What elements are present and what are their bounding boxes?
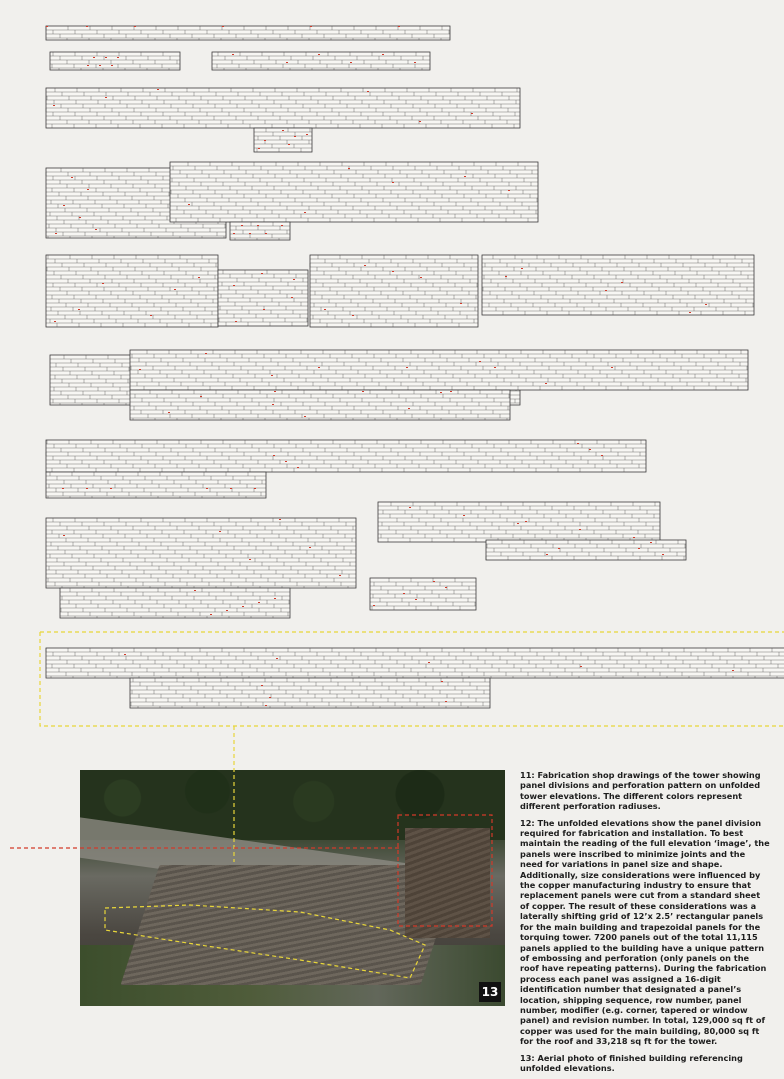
perforation-marker bbox=[233, 233, 235, 234]
elevation-strip bbox=[60, 588, 290, 618]
perforation-marker bbox=[589, 449, 591, 450]
perforation-marker bbox=[157, 89, 159, 90]
perforation-marker bbox=[188, 204, 190, 205]
elevation-strip bbox=[370, 578, 476, 610]
perforation-marker bbox=[611, 367, 613, 368]
perforation-marker bbox=[309, 547, 311, 548]
perforation-marker bbox=[382, 54, 384, 55]
elevation-strip bbox=[378, 502, 660, 542]
perforation-marker bbox=[55, 233, 57, 234]
perforation-marker bbox=[373, 605, 375, 606]
perforation-marker bbox=[249, 559, 251, 560]
perforation-marker bbox=[433, 581, 435, 582]
elevation-strip bbox=[218, 270, 308, 326]
perforation-marker bbox=[350, 62, 352, 63]
perforation-marker bbox=[261, 273, 263, 274]
perforation-marker bbox=[281, 225, 283, 226]
perforation-marker bbox=[392, 182, 394, 183]
perforation-marker bbox=[249, 233, 251, 234]
perforation-marker bbox=[508, 190, 510, 191]
perforation-marker bbox=[205, 353, 207, 354]
perforation-marker bbox=[272, 404, 274, 405]
perforation-marker bbox=[139, 369, 141, 370]
perforation-marker bbox=[521, 268, 523, 269]
perforation-marker bbox=[86, 26, 88, 27]
perforation-marker bbox=[546, 554, 548, 555]
perforation-marker bbox=[282, 130, 284, 131]
caption-block bbox=[520, 770, 770, 1079]
perforation-marker bbox=[93, 57, 95, 58]
perforation-marker bbox=[450, 391, 452, 392]
perforation-marker bbox=[110, 488, 112, 489]
perforation-marker bbox=[78, 309, 80, 310]
perforation-marker bbox=[99, 65, 101, 66]
perforation-marker bbox=[291, 297, 293, 298]
elevation-strip bbox=[46, 440, 646, 472]
perforation-marker bbox=[124, 654, 126, 655]
perforation-marker bbox=[633, 537, 635, 538]
perforation-marker bbox=[265, 705, 267, 706]
perforation-marker bbox=[87, 189, 89, 190]
perforation-marker bbox=[198, 277, 200, 278]
perforation-marker bbox=[63, 535, 65, 536]
perforation-marker bbox=[398, 26, 400, 27]
perforation-marker bbox=[471, 113, 473, 114]
perforation-marker bbox=[242, 606, 244, 607]
perforation-marker bbox=[689, 312, 691, 313]
perforation-marker bbox=[288, 144, 290, 145]
perforation-marker bbox=[517, 523, 519, 524]
elevation-strip bbox=[50, 52, 180, 70]
perforation-marker bbox=[200, 396, 202, 397]
perforation-marker bbox=[230, 488, 232, 489]
perforation-marker bbox=[580, 666, 582, 667]
caption-12: 12: The unfolded elevations show the panel division required for fabrication and installation. To best maintain the reading of the full elevation ‘image’, the panels were inscribed to minimize joints and the need for variations in panel size and shape. Additionally, size considerations were influenced by the copper manufacturing industry to ensure that replacement panels were cut from a standard sheet of copper. The result of these considerations was a laterally shifting grid of 12’x 2.5’ rectangular panels for the main building and trapezoidal panels for the torquing tower. 7200 panels out of the total 11,115 panels applied to the building have a unique pattern of embossing and perforation (only panels on the roof have repeating patterns). During the fabrication process each panel was assigned a 16-digit identification number that designated a panel’s location, shipping sequence, row number, panel number, modifier (e.g. corner, tapered or window panel) and revision number. In total, 129,000 sq ft of copper was used for the main building, 80,000 sq ft for the roof and 33,218 sq ft for the tower. bbox=[520, 817, 770, 1047]
perforation-marker bbox=[403, 593, 405, 594]
elevation-strip bbox=[486, 540, 686, 560]
perforation-marker bbox=[605, 290, 607, 291]
perforation-marker bbox=[732, 670, 734, 671]
elevation-strip bbox=[212, 52, 430, 70]
perforation-marker bbox=[445, 587, 447, 588]
perforation-marker bbox=[479, 361, 481, 362]
perforation-marker bbox=[579, 529, 581, 530]
perforation-marker bbox=[79, 217, 81, 218]
elevation-strip bbox=[482, 255, 754, 315]
perforation-marker bbox=[420, 277, 422, 278]
figure-number-badge: 13 bbox=[479, 982, 501, 1002]
perforation-marker bbox=[54, 321, 56, 322]
perforation-marker bbox=[445, 701, 447, 702]
perforation-marker bbox=[294, 136, 296, 137]
perforation-marker bbox=[362, 391, 364, 392]
perforation-marker bbox=[271, 375, 273, 376]
perforation-marker bbox=[279, 519, 281, 520]
perforation-marker bbox=[254, 488, 256, 489]
perforation-marker bbox=[265, 233, 267, 234]
perforation-marker bbox=[111, 65, 113, 66]
perforation-marker bbox=[46, 26, 48, 27]
perforation-marker bbox=[441, 681, 443, 682]
perforation-marker bbox=[392, 271, 394, 272]
perforation-marker bbox=[226, 610, 228, 611]
perforation-marker bbox=[222, 26, 224, 27]
perforation-marker bbox=[297, 467, 299, 468]
perforation-marker bbox=[232, 54, 234, 55]
photo-tower bbox=[405, 828, 490, 938]
perforation-marker bbox=[494, 367, 496, 368]
perforation-marker bbox=[415, 599, 417, 600]
perforation-marker bbox=[304, 416, 306, 417]
perforation-marker bbox=[352, 315, 354, 316]
perforation-marker bbox=[367, 91, 369, 92]
perforation-marker bbox=[440, 392, 442, 393]
perforation-marker bbox=[263, 309, 265, 310]
perforation-marker bbox=[276, 658, 278, 659]
elevation-strip bbox=[46, 472, 266, 498]
perforation-marker bbox=[318, 367, 320, 368]
aerial-photo bbox=[80, 770, 505, 1006]
perforation-marker bbox=[293, 279, 295, 280]
elevation-strip bbox=[130, 350, 748, 390]
perforation-marker bbox=[71, 177, 73, 178]
perforation-marker bbox=[95, 229, 97, 230]
perforation-marker bbox=[318, 54, 320, 55]
perforation-marker bbox=[219, 531, 221, 532]
perforation-marker bbox=[194, 590, 196, 591]
perforation-marker bbox=[324, 309, 326, 310]
perforation-marker bbox=[705, 304, 707, 305]
perforation-marker bbox=[460, 303, 462, 304]
perforation-marker bbox=[235, 321, 237, 322]
perforation-marker bbox=[258, 148, 260, 149]
perforation-marker bbox=[545, 383, 547, 384]
perforation-marker bbox=[117, 57, 119, 58]
perforation-marker bbox=[274, 391, 276, 392]
perforation-marker bbox=[525, 521, 527, 522]
perforation-marker bbox=[409, 507, 411, 508]
perforation-marker bbox=[414, 62, 416, 63]
perforation-marker bbox=[286, 62, 288, 63]
perforation-marker bbox=[662, 554, 664, 555]
perforation-marker bbox=[257, 225, 259, 226]
perforation-marker bbox=[86, 488, 88, 489]
caption-13: 13: Aerial photo of finished building referencing unfolded elevations. bbox=[520, 1052, 743, 1073]
perforation-marker bbox=[463, 515, 465, 516]
elevation-strip bbox=[310, 255, 478, 327]
perforation-marker bbox=[364, 265, 366, 266]
caption-11: 11: Fabrication shop drawings of the tower showing panel divisions and perforation pattern on unfolded tower elevations. The different colors represent different perforation radiuses. bbox=[520, 770, 761, 812]
perforation-marker bbox=[102, 283, 104, 284]
perforation-marker bbox=[53, 105, 55, 106]
perforation-marker bbox=[258, 602, 260, 603]
perforation-marker bbox=[269, 697, 271, 698]
perforation-marker bbox=[304, 212, 306, 213]
perforation-marker bbox=[105, 97, 107, 98]
perforation-marker bbox=[348, 168, 350, 169]
elevation-strip bbox=[130, 678, 490, 708]
perforation-marker bbox=[168, 412, 170, 413]
perforation-marker bbox=[87, 65, 89, 66]
perforation-marker bbox=[505, 276, 507, 277]
perforation-marker bbox=[206, 488, 208, 489]
perforation-marker bbox=[174, 289, 176, 290]
perforation-marker bbox=[105, 57, 107, 58]
elevation-strip bbox=[46, 88, 520, 128]
perforation-marker bbox=[408, 408, 410, 409]
perforation-marker bbox=[558, 548, 560, 549]
elevation-strip bbox=[46, 26, 450, 40]
perforation-marker bbox=[638, 548, 640, 549]
perforation-marker bbox=[62, 488, 64, 489]
perforation-marker bbox=[464, 176, 466, 177]
perforation-marker bbox=[261, 685, 263, 686]
perforation-marker bbox=[601, 455, 603, 456]
perforation-marker bbox=[241, 225, 243, 226]
perforation-marker bbox=[428, 662, 430, 663]
elevation-strip bbox=[230, 222, 290, 240]
perforation-marker bbox=[233, 285, 235, 286]
elevation-strip bbox=[46, 255, 218, 327]
perforation-marker bbox=[264, 140, 266, 141]
perforation-marker bbox=[306, 134, 308, 135]
perforation-marker bbox=[577, 443, 579, 444]
perforation-marker bbox=[274, 598, 276, 599]
elevation-strip bbox=[170, 162, 538, 222]
perforation-marker bbox=[650, 542, 652, 543]
perforation-marker bbox=[339, 575, 341, 576]
perforation-marker bbox=[134, 26, 136, 27]
perforation-marker bbox=[210, 614, 212, 615]
perforation-marker bbox=[406, 367, 408, 368]
perforation-marker bbox=[285, 461, 287, 462]
perforation-marker bbox=[63, 205, 65, 206]
perforation-marker bbox=[310, 26, 312, 27]
perforation-marker bbox=[273, 455, 275, 456]
elevation-strip bbox=[46, 518, 356, 588]
elevation-strip bbox=[46, 648, 784, 678]
elevation-strip bbox=[130, 390, 510, 420]
perforation-marker bbox=[150, 315, 152, 316]
perforation-marker bbox=[419, 121, 421, 122]
elevation-strip bbox=[254, 128, 312, 152]
perforation-marker bbox=[621, 282, 623, 283]
